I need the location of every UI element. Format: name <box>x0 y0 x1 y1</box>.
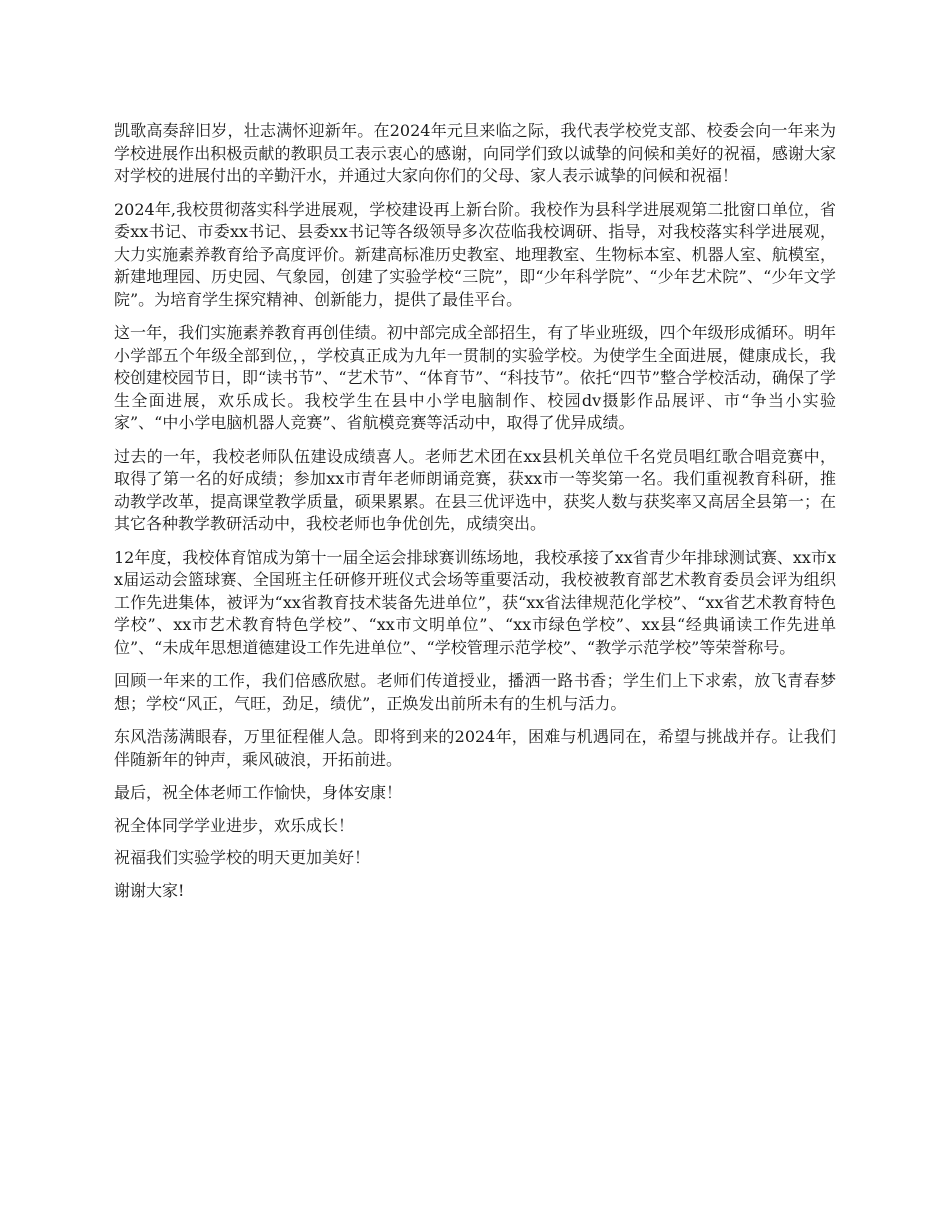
paragraph-honors: 12年度，我校体育馆成为第十一届全运会排球赛训练场地，我校承接了xx省青少年排球测试赛、xx市xx届运动会篮球赛、全国班主任研修开班仪式会场等重要活动，我校被教育部艺术教育委员会评为组织工作先进集体，被评为“xx省教育技术装备先进单位”，获“xx省法律规范化学校”、“xx省艺术教育特色学校”、xx市艺术教育特色学校”、“xx市文明单位”、“xx市绿色学校”、xx县“经典诵读工作先进单位”、“未成年思想道德建设工作先进单位”、“学校管理示范学校”、“教学示范学校”等荣誉称号。 <box>114 547 836 657</box>
document-body <box>114 120 836 912</box>
paragraph-outlook: 东风浩荡满眼春，万里征程催人急。即将到来的2024年，困难与机遇同在，希望与挑战并存。让我们伴随新年的钟声，乘风破浪，开拓前进。 <box>114 727 836 769</box>
paragraph-quality-education: 这一年，我们实施素养教育再创佳绩。初中部完成全部招生，有了毕业班级，四个年级形成循环。明年小学部五个年级全部到位，，学校真正成为九年一贯制的实验学校。为使学生全面进展，健康成长，我校创建校园节日，即“读书节”、“艺术节”、“体育节”、“科技节”。依托“四节”整合学校活动，确保了学生全面进展，欢乐成长。我校学生在县中小学电脑制作、校园dv摄影作品展评、市“争当小实验家”、“中小学电脑机器人竞赛”、省航模竞赛等活动中，取得了优异成绩。 <box>114 323 836 432</box>
paragraph-wish-school: 祝福我们实验学校的明天更加美好！ <box>114 848 371 867</box>
paragraph-scientific-development: 2024年,我校贯彻落实科学进展观，学校建设再上新台阶。我校作为县科学进展观第二批窗口单位，省委xx书记、市委xx书记、县委xx书记等各级领导多次莅临我校调研、指导，对我校落实科学进展观，大力实施素养教育给予高度评价。新建高标准历史教室、地理教室、生物标本室、机器人室、航模室，新建地理园、历史园、气象园，创建了实验学校“三院”，即“少年科学院”、“少年艺术院”、“少年文学院”。为培育学生探究精神、创新能力，提供了最佳平台。 <box>114 199 836 309</box>
paragraph-greeting: 凯歌高奏辞旧岁，壮志满怀迎新年。在2024年元旦来临之际，我代表学校党支部、校委会向一年来为学校进展作出积极贡献的教职员工表示衷心的感谢，向同学们致以诚挚的问候和美好的祝福，感谢大家对学校的进展付出的辛勤汗水，并通过大家向你们的父母、家人表示诚挚的问候和祝福！ <box>114 121 836 185</box>
paragraph-review: 回顾一年来的工作，我们倍感欣慰。老师们传道授业，播洒一路书香；学生们上下求索，放飞青春梦想；学校“风正，气旺，劲足，绩优”，正焕发出前所未有的生机与活力。 <box>114 671 836 713</box>
paragraph-teacher-team: 过去的一年，我校老师队伍建设成绩喜人。老师艺术团在xx县机关单位千名党员唱红歌合唱竞赛中，取得了第一名的好成绩；参加xx市青年老师朗诵竞赛，获xx市一等奖第一名。我们重视教育科研，推动教学改革，提高课堂教学质量，硕果累累。在县三优评选中，获奖人数与获奖率又高居全县第一；在其它各种教学教研活动中，我校老师也争优创先，成绩突出。 <box>114 446 836 533</box>
paragraph-wish-students: 祝全体同学学业进步，欢乐成长！ <box>114 815 355 835</box>
paragraph-wish-teachers: 最后，祝全体老师工作愉快，身体安康！ <box>114 783 403 802</box>
paragraph-thanks: 谢谢大家! <box>114 880 185 900</box>
